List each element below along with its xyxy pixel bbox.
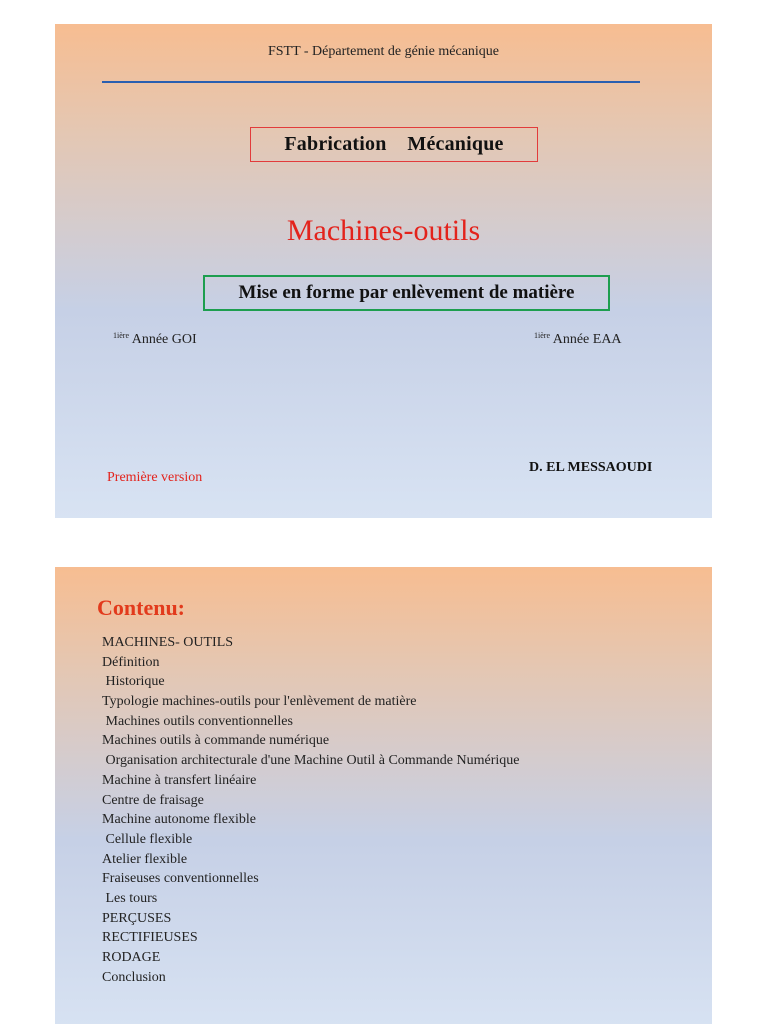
list-item: Centre de fraisage (102, 792, 204, 808)
list-item: Les tours (102, 890, 158, 906)
list-item: RODAGE (102, 950, 161, 965)
subtitle-box: Mise en forme par enlèvement de matière (203, 275, 610, 311)
list-item: Fraiseuses conventionnelles (102, 871, 259, 887)
list-item: Machines outils à commande numérique (102, 733, 330, 749)
list-item: Organisation architecturale d'une Machine Outil à Commande Numérique (102, 753, 520, 769)
year-eaa-label: Année EAA (550, 332, 622, 347)
contents-slide (55, 567, 712, 1024)
list-item: Cellule flexible (102, 831, 193, 847)
page-title: Machines-outils (286, 214, 481, 247)
version-label: Première version (107, 470, 203, 485)
list-item: Conclusion (102, 969, 166, 985)
author-name: D. EL MESSAOUDI (529, 460, 653, 475)
year-eaa (534, 331, 622, 348)
list-item: Machine autonome flexible (102, 812, 256, 828)
course-title-box: Fabrication Mécanique (250, 127, 538, 162)
year-goi (113, 331, 197, 348)
list-item: Machines outils conventionnelles (102, 713, 293, 729)
year-goi-ordinal: 1ière (113, 331, 129, 340)
list-item: MACHINES- OUTILS (102, 635, 234, 650)
list-item: Machine à transfert linéaire (102, 772, 257, 788)
list-item: Atelier flexible (102, 851, 188, 867)
year-goi-label: Année GOI (129, 332, 197, 347)
contents-list (102, 633, 519, 987)
list-item: Typologie machines-outils pour l'enlèvement de matière (102, 694, 417, 710)
list-item: PERÇUSES (102, 910, 172, 926)
year-eaa-ordinal: 1ière (534, 331, 550, 340)
list-item: Historique (102, 674, 165, 690)
list-item: RECTIFIEUSES (102, 930, 198, 946)
header-divider (102, 81, 640, 83)
department-header: FSTT - Département de génie mécanique (267, 44, 500, 59)
title-slide (55, 24, 712, 518)
contents-heading: Contenu: (97, 595, 186, 620)
list-item: Définition (102, 654, 160, 670)
